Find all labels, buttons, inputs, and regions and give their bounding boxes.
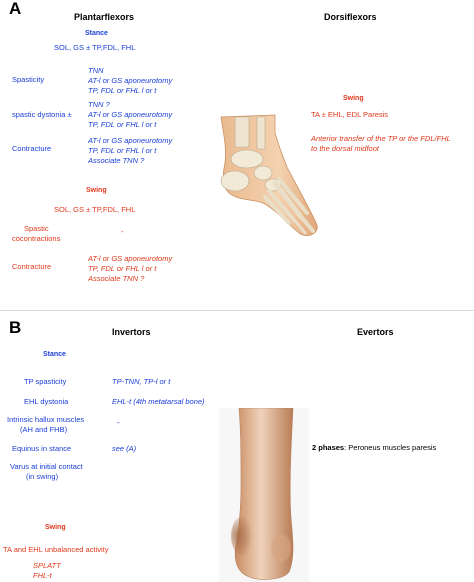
treatment-line: TNN xyxy=(88,66,104,75)
treatment-tp: TP-TNN, TP-l or t xyxy=(112,377,171,386)
treatment-line: AT-l or GS aponeurotomy xyxy=(88,76,173,85)
swing-label-b: Swing xyxy=(45,524,66,531)
invertors-header: Invertors xyxy=(112,327,151,337)
foot-skeleton-illustration xyxy=(213,113,323,243)
treatment-splatt: SPLATT xyxy=(33,561,61,570)
plantarflexors-header: Plantarflexors xyxy=(74,12,135,22)
stance-label-a: Stance xyxy=(85,30,108,37)
row-label-tp-spasticity: TP spasticity xyxy=(24,377,67,386)
swing-label-a: Swing xyxy=(86,187,107,194)
treatment-line: TP, FDL or FHL l or t xyxy=(88,86,157,95)
evertors-note xyxy=(312,444,436,453)
row-label-ah-fhb: (AH and FHB) xyxy=(20,425,68,434)
treatment-ehl: EHL-t (4th metatarsal bone) xyxy=(112,397,205,406)
row-label-spastic: Spastic xyxy=(24,224,49,233)
treatment-line: AT-l or GS aponeurotomy xyxy=(88,110,173,119)
swing-muscles-a: SOL, GS ± TP,FDL, FHL xyxy=(54,205,136,214)
row-label-contracture-swing: Contracture xyxy=(12,262,52,271)
panel-b-letter: B xyxy=(9,318,22,337)
panel-a-letter: A xyxy=(9,0,22,18)
row-label-intrinsic-hallux: Intrinsic hallux muscles xyxy=(7,415,85,424)
swing-row-ta-ehl: TA and EHL unbalanced activity xyxy=(3,545,109,554)
treatment-fhl-t: FHL-t xyxy=(33,571,52,580)
row-label-equinus: Equinus in stance xyxy=(12,444,72,453)
treatment-line: TNN ? xyxy=(88,100,110,109)
treatment-line: TP, FDL or FHL l or t xyxy=(88,146,157,155)
evertors-note-text: : Peroneus muscles paresis xyxy=(344,443,437,452)
row-label-spastic-dystonia: spastic dystonia ± xyxy=(12,110,72,119)
foot-illustration xyxy=(219,408,309,582)
stance-label-b: Stance xyxy=(43,351,66,358)
dorsi-treatment-line: Anterior transfer of the TP or the FDL/FHL xyxy=(311,134,451,143)
stance-muscles-a: SOL, GS ± TP,FDL, FHL xyxy=(54,43,136,52)
treatment-line: TP, FDL or FHL l or t xyxy=(88,264,157,273)
row-label-spasticity: Spasticity xyxy=(12,75,45,84)
row-label-cocontractions: cocontractions xyxy=(12,234,61,243)
row-label-varus: Varus at initial contact xyxy=(10,462,83,471)
row-label-ehl-dystonia: EHL dystonia xyxy=(24,397,69,406)
treatment-see-a: see (A) xyxy=(112,444,137,453)
row-label-contracture: Contracture xyxy=(12,144,52,153)
evertors-note-bold: 2 phases xyxy=(312,443,345,452)
treatment-line: AT-l or GS aponeurotomy xyxy=(88,136,173,145)
treatment-line: Associate TNN ? xyxy=(88,274,145,283)
dorsi-paresis: TA ± EHL, EDL Paresis xyxy=(311,110,389,119)
dorsi-treatment-line: to the dorsal midfoot xyxy=(311,144,379,153)
treatment-line: AT-l or GS aponeurotomy xyxy=(88,254,173,263)
dorsiflexors-header: Dorsiflexors xyxy=(324,12,377,22)
panel-divider xyxy=(0,310,474,311)
treatment-line: Associate TNN ? xyxy=(88,156,145,165)
treatment-line: TP, FDL or FHL l or t xyxy=(88,120,157,129)
swing-label-dorsi: Swing xyxy=(343,95,364,102)
row-label-in-swing: (in swing) xyxy=(26,472,59,481)
treatment-dash: - xyxy=(117,418,120,427)
treatment-dash: - xyxy=(121,227,124,236)
evertors-header: Evertors xyxy=(357,327,394,337)
